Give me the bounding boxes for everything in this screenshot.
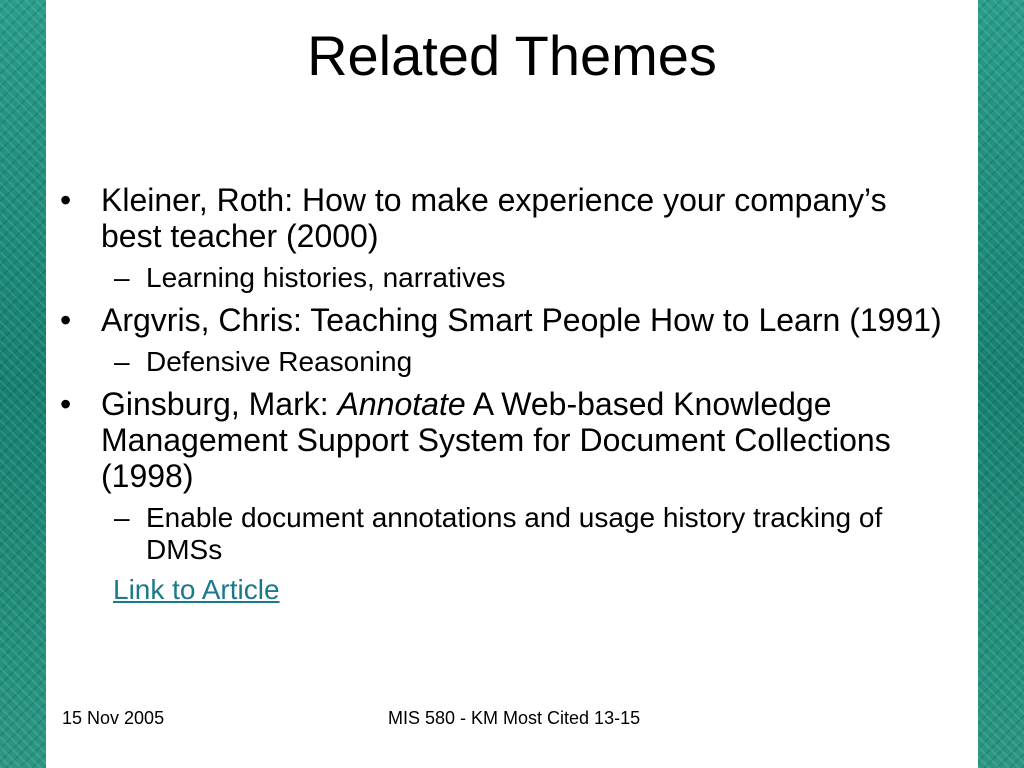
- slide-title: Related Themes: [307, 24, 717, 87]
- bullet-text: Kleiner, Roth: How to make experience your company’s best teacher (2000): [101, 182, 887, 254]
- bullet-marker: •: [60, 302, 72, 338]
- left-decorative-border: [0, 0, 46, 768]
- sub-item-text: Defensive Reasoning: [146, 346, 413, 377]
- bullet-text-start: Ginsburg, Mark:: [101, 386, 338, 422]
- link-row: [46, 574, 946, 606]
- slide-canvas: [46, 0, 978, 768]
- dash-marker: –: [114, 502, 130, 533]
- bullet-text: Argvris, Chris: Teaching Smart People How to Learn (1991): [101, 302, 942, 338]
- link-to-article[interactable]: Link to Article: [113, 574, 280, 605]
- slide-content: [46, 182, 946, 606]
- bullet-marker: •: [60, 386, 72, 422]
- footer-date: 15 Nov 2005: [62, 708, 165, 728]
- sub-item-text: Learning histories, narratives: [146, 262, 506, 293]
- bullet-item-ginsburg: [46, 386, 946, 494]
- sub-item-learning-histories: [46, 262, 946, 294]
- sub-item-document-annotations: [46, 502, 946, 566]
- dash-marker: –: [114, 346, 130, 377]
- bullet-text-end: A Web-based Knowledge Management Support System for Document Collections (1998): [101, 386, 891, 494]
- dash-marker: –: [114, 262, 130, 293]
- right-decorative-border: [978, 0, 1024, 768]
- sub-item-defensive-reasoning: [46, 346, 946, 378]
- bullet-item-kleiner: [46, 182, 946, 254]
- bullet-marker: •: [60, 182, 72, 218]
- sub-item-text: Enable document annotations and usage history tracking of DMSs: [146, 502, 883, 565]
- footer-course-label: MIS 580 - KM Most Cited 13-15: [388, 708, 641, 728]
- bullet-item-argvris: [46, 302, 946, 338]
- bullet-text-italic: Annotate: [337, 386, 466, 422]
